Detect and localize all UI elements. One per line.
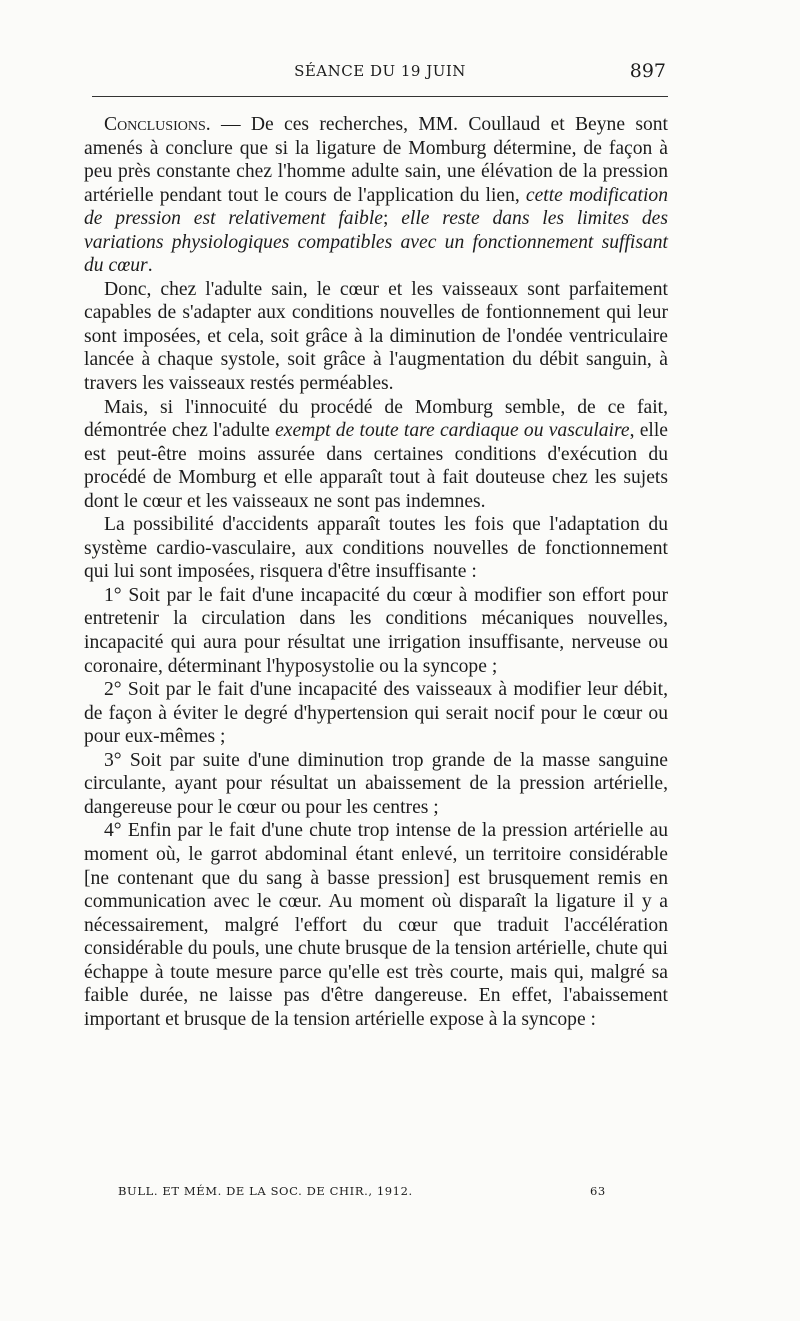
- conclusions-lead: Conclusions.: [104, 114, 211, 135]
- p3-text-a: Mais, si l'innocuité du procédé de Momburg semble, de ce fait, démontrée chez l'adulte: [84, 396, 668, 442]
- body-text: [84, 113, 668, 1031]
- p1-italic-d: elle reste dans les limites des variations physiologiques compatibles avec un fonctionnement suffisant du cœur: [84, 208, 669, 277]
- list-item-1: 1° Soit par le fait d'une incapacité du cœur à modifier son effort pour entretenir la circulation dans les conditions mécaniques nouvelles, incapacité qui aura pour résultat une irrigation insuffisante, nerveuse ou coronaire, déterminant l'hyposystolie ou la syncope ;: [84, 584, 668, 677]
- running-title: SÉANCE DU 19 JUIN: [294, 62, 466, 80]
- p3-italic-b: exempt de toute tare cardiaque ou vasculaire: [275, 420, 630, 442]
- p1-italic-b: cette modification de pression est relativement faible: [84, 184, 668, 230]
- paragraph-conclusions: [84, 113, 668, 278]
- page-number: 897: [629, 60, 666, 82]
- list-item-2: 2° Soit par le fait d'une incapacité des vaisseaux à modifier leur débit, de façon à éviter le degré d'hypertension qui serait nocif pour le cœur ou pour eux-mêmes ;: [84, 679, 668, 748]
- paragraph-donc: Donc, chez l'adulte sain, le cœur et les vaisseaux sont parfaitement capables de s'adapter aux conditions nouvelles de fontionnement qui leur sont imposées, et cela, soit grâce à la diminution de l'ondée ventriculaire lancée à chaque systole, soit grâce à l'augmentation du débit sanguin, à travers les vaisseaux restés perméables.: [84, 278, 668, 395]
- list-item-4: 4° Enfin par le fait d'une chute trop intense de la pression artérielle au moment où, le garrot abdominal étant enlevé, un territoire considérable [ne contenant que du sang à basse pression] est brusquement remis en communication avec le cœur. Au moment où disparaît la ligature il y a nécessairement, malgré l'effort du cœur que traduit l'accélération considérable du pouls, une chute brusque de la tension artérielle, chute qui échappe à toute mesure parce qu'elle est très courte, mais qui, malgré sa faible durée, ne laisse pas d'être dangereuse. En effet, l'abaissement important et brusque de la tension artérielle expose à la syncope :: [84, 820, 668, 1030]
- page-header: [92, 58, 668, 92]
- paragraph-mais: [84, 396, 668, 514]
- p1-text-c: ;: [382, 208, 402, 230]
- p1-text-e: .: [147, 255, 153, 277]
- sheet-number: 63: [590, 1184, 606, 1198]
- page-footer: [118, 1184, 638, 1204]
- paragraph-possibilite: La possibilité d'accidents apparaît toutes les fois que l'adaptation du système cardio-vasculaire, aux conditions nouvelles de fonctionnement qui lui sont imposées, risquera d'être insuffisante :: [84, 514, 668, 583]
- p3-text-c: , elle est peut-être moins assurée dans certaines conditions d'exécution du procédé de Momburg et elle apparaît tout à fait douteuse chez les sujets dont le cœur et les vaisseaux ne sont pas indemnes.: [84, 420, 669, 512]
- list-item-3: 3° Soit par suite d'une diminution trop grande de la masse sanguine circulante, ayant pour résultat un abaissement de la pression artérielle, dangereuse pour le cœur ou pour les centres ;: [84, 749, 668, 818]
- p1-text-a: — De ces recherches, MM. Coullaud et Beyne sont amenés à conclure que si la ligature de Momburg détermine, de façon à peu près constante chez l'homme adulte sain, une élévation de la pression artérielle pendant tout le cours de l'application du lien,: [84, 114, 668, 206]
- journal-citation: BULL. ET MÉM. DE LA SOC. DE CHIR., 1912.: [118, 1184, 413, 1198]
- header-rule: [92, 96, 668, 97]
